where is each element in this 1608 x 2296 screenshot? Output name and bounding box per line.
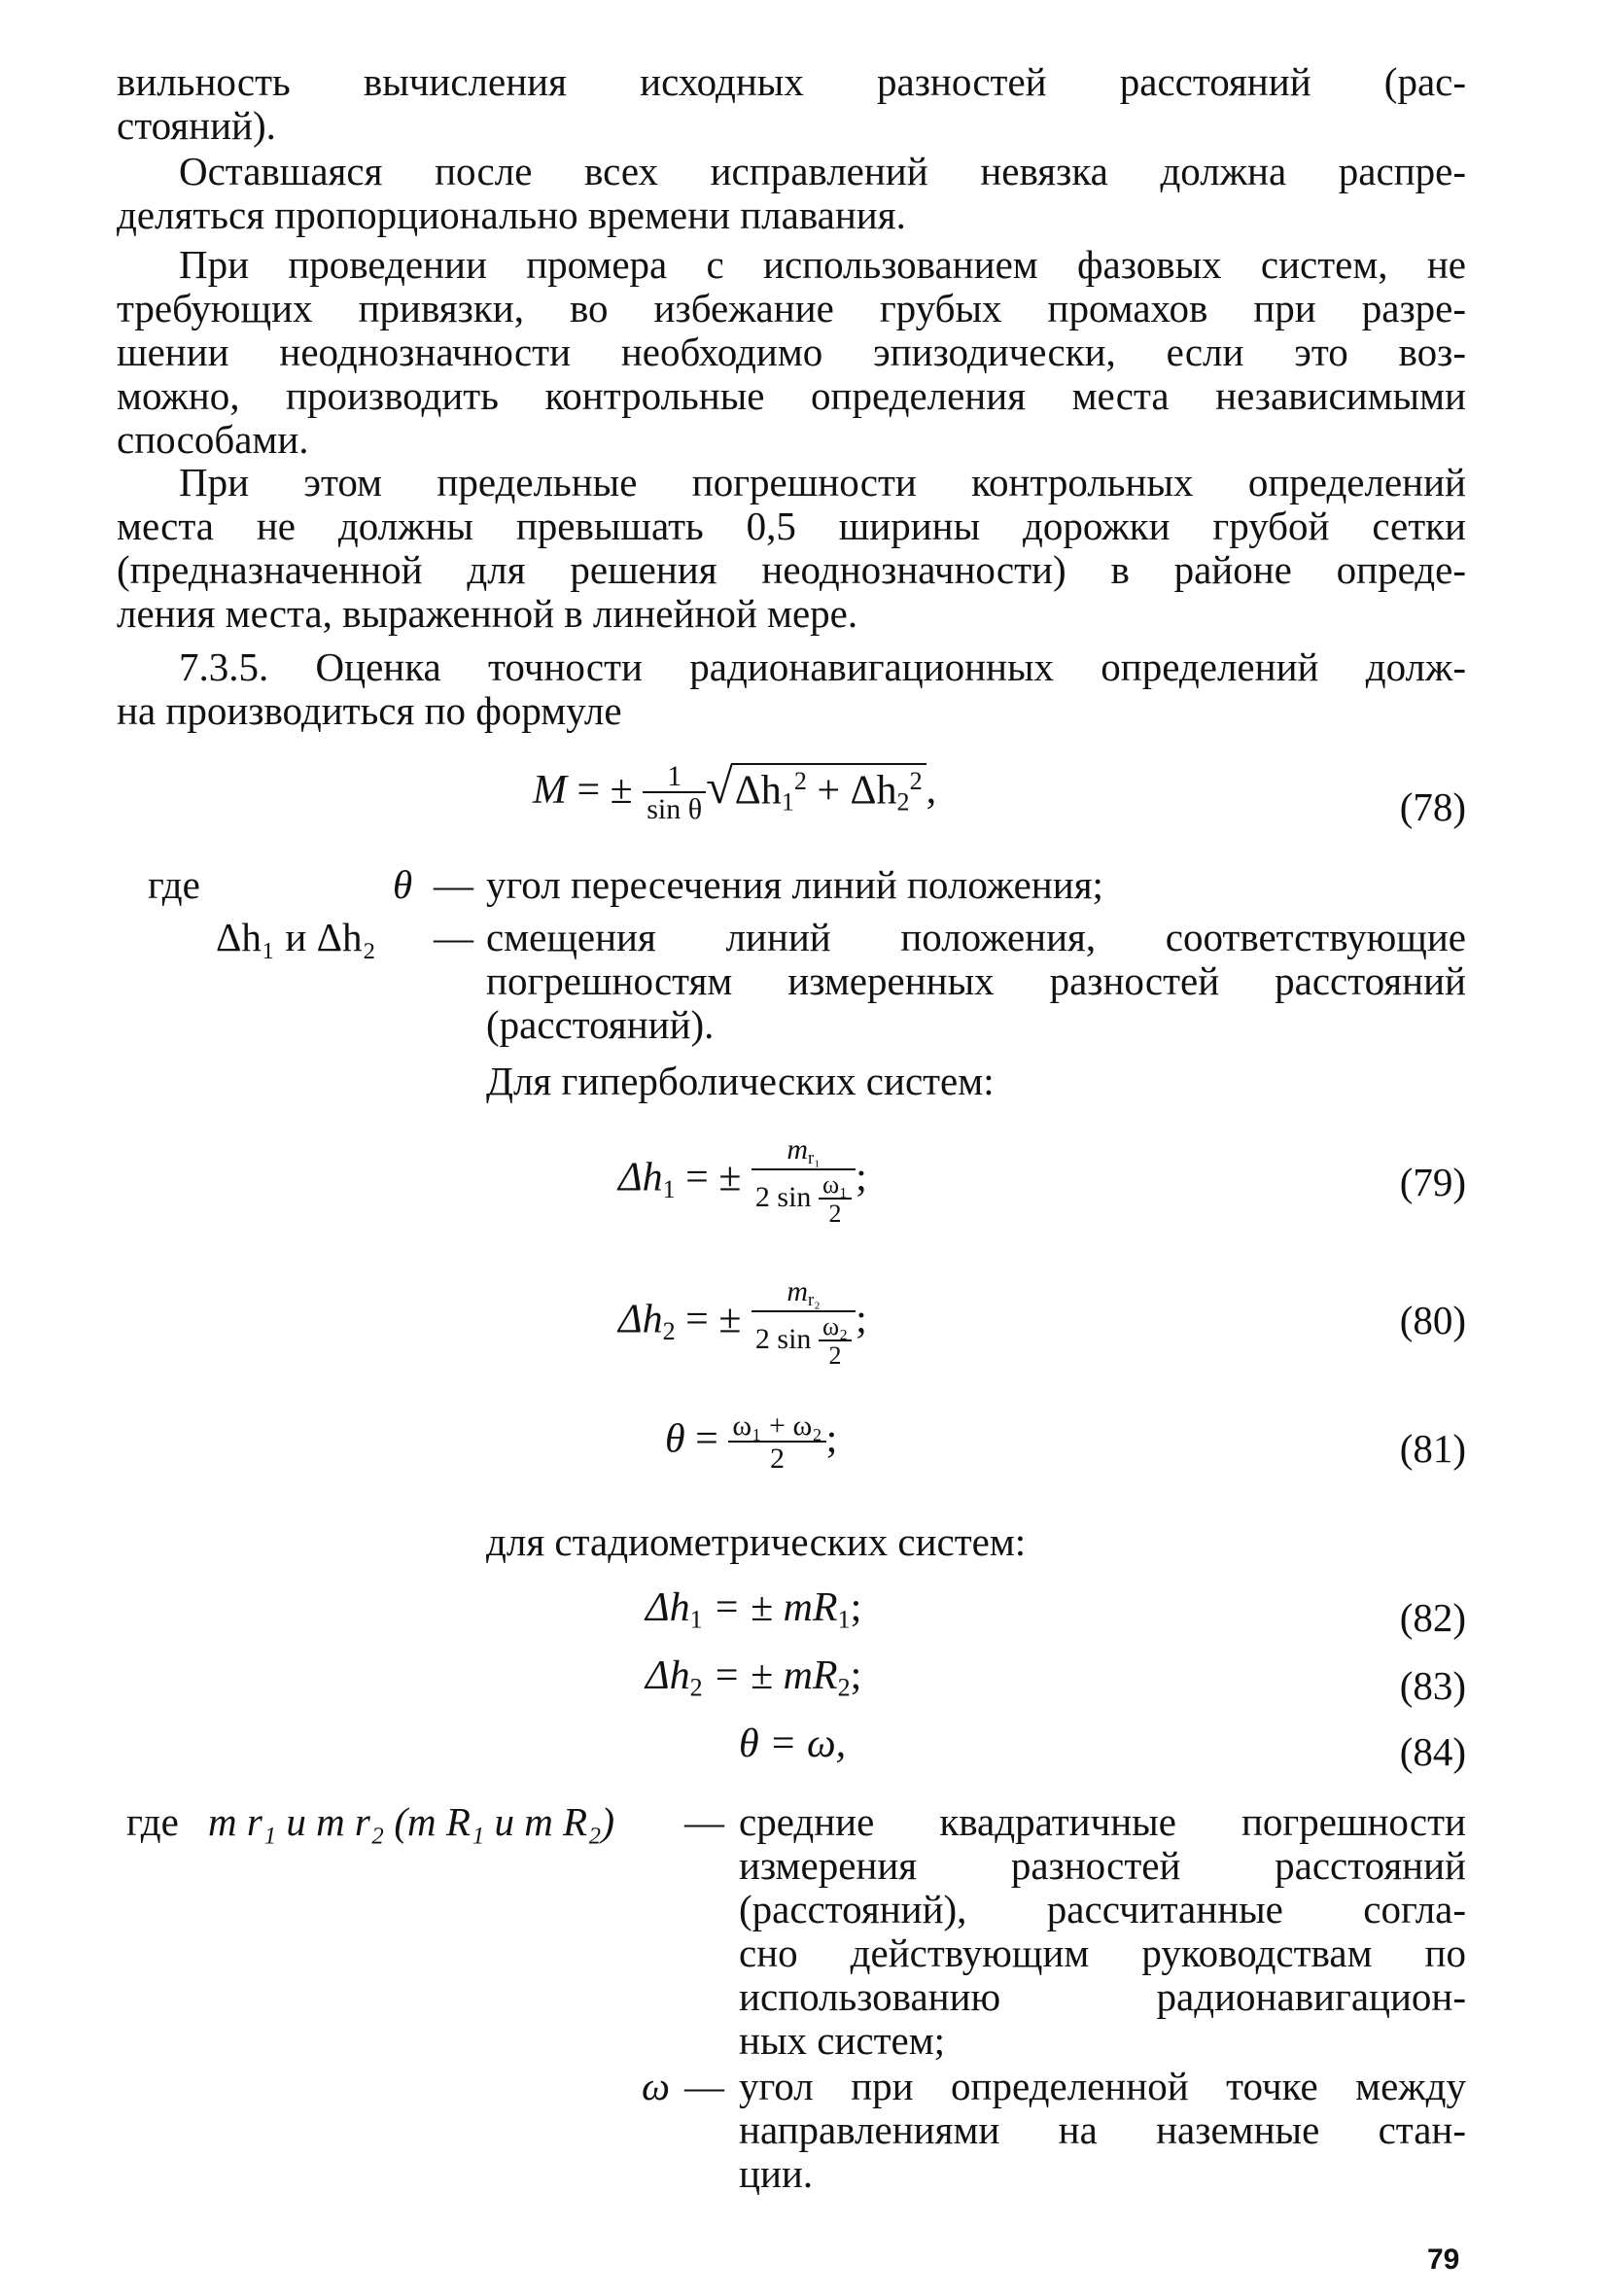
eq-fraction: $m_{r_1}$ 2 sin $\frac{\text{ω₁}}{2}$ <box>752 1135 856 1227</box>
text-line: шении неоднозначности необходимо эпизодически, если это воз- <box>117 330 1466 374</box>
eq-radicand: $\Delta h_1^2 + \Delta h_2^2$ <box>731 763 926 818</box>
text-line: вильность вычисления исходных разностей расстояний (рас- <box>117 59 1466 104</box>
text-line: стояний). <box>117 103 276 148</box>
theta-definition: угол пересечения линий положения; <box>486 862 1103 907</box>
eq-fraction: $\frac{\text{ω₁ + ω₂}}{2}$ <box>728 1411 825 1474</box>
equation-80: $\Delta h_2$ = ± $m_{r_2}$ 2 sin $\frac{\text{ω₂}}{2}$ ; <box>618 1275 867 1370</box>
equation-81: θ = $\frac{\text{ω₁ + ω₂}}{2}$ ; <box>665 1409 838 1475</box>
dash: — <box>684 1799 724 1844</box>
equation-number: (82) <box>1399 1595 1466 1640</box>
delta-h-label: Δh₁ и Δh₂ <box>216 915 376 959</box>
text-line: (предназначенной для решения неоднозначности) в районе опреде- <box>117 547 1466 592</box>
delta-h-definition: смещения линий положения, соответствующие погрешностям измеренных разностей расстояний (расстояний). <box>486 915 1466 1047</box>
text-line: способами. <box>117 417 309 462</box>
text-line: требующих привязки, во избежание грубых промахов при разре- <box>117 286 1466 330</box>
equation-78: M = ± $\frac{1}{\text{sin θ}}$ $√\Delta h_1^2 + \Delta h_2^2$, <box>533 759 937 826</box>
where-label: где <box>148 862 200 907</box>
eq-operator: = ± <box>577 768 633 813</box>
hyperbolic-heading: Для гиперболических систем: <box>486 1059 995 1103</box>
text-line: 7.3.5. Оценка точности радионавигационных определений долж- <box>179 644 1466 689</box>
paragraph-section-7-3-5 <box>117 645 1466 733</box>
m-r-label: m r₁ и m r₂ (m R₁ и m R₂) <box>208 1799 615 1844</box>
equation-number: (81) <box>1399 1426 1466 1471</box>
dash: — <box>434 915 473 959</box>
page-number: 79 <box>1427 2244 1460 2276</box>
equation-82: $\Delta h_1$ = ± $mR_1$; <box>646 1585 862 1634</box>
paragraph-continuation <box>117 60 1466 148</box>
text-line: места не должны превышать 0,5 ширины дорожки грубой сетки <box>117 504 1466 548</box>
paragraph-residual <box>117 150 1466 237</box>
equation-number: (83) <box>1399 1663 1466 1708</box>
text-line: ления места, выраженной в линейной мере. <box>117 591 858 636</box>
theta-symbol: θ <box>393 862 413 907</box>
eq-lhs: M <box>533 768 567 813</box>
eq-fraction: $m_{r_2}$ 2 sin $\frac{\text{ω₂}}{2}$ <box>752 1277 856 1369</box>
equation-83: $\Delta h_2$ = ± $mR_2$; <box>646 1653 862 1702</box>
dash: — <box>434 862 473 907</box>
text-line: деляться пропорционально времени плавания. <box>117 192 906 237</box>
paragraph-limit-errors <box>117 461 1466 636</box>
text-line: Оставшаяся после всех исправлений невязка должна распре- <box>179 149 1466 193</box>
paragraph-phase-systems <box>117 243 1466 462</box>
omega-symbol: ω <box>642 2064 670 2108</box>
equation-number: (79) <box>1399 1160 1466 1204</box>
text-line: При этом предельные погрешности контрольных определений <box>179 460 1466 504</box>
text-line: на производиться по формуле <box>117 688 622 733</box>
omega-definition: угол при определенной точке между направлениями на наземные стан- ции. <box>739 2064 1466 2196</box>
radical-sign: √ <box>706 759 733 814</box>
m-r-definition: средние квадратичные погрешности измерения разностей расстояний (расстояний), рассчитанные согла- сно действующим руководствам по использованию радионавигацион- ных систем; <box>739 1799 1466 2063</box>
equation-number: (78) <box>1399 784 1466 829</box>
dash: — <box>684 2064 724 2108</box>
where-label: где <box>126 1799 179 1844</box>
equation-84: θ = ω, <box>739 1722 847 1766</box>
equation-number: (80) <box>1399 1298 1466 1342</box>
text-line: можно, производить контрольные определения места независимыми <box>117 373 1466 418</box>
text-line: При проведении промера с использованием фазовых систем, не <box>179 242 1466 287</box>
eq-fraction: $\frac{1}{\text{sin θ}}$ <box>643 762 706 824</box>
stadiometric-heading: для стадиометрических систем: <box>486 1519 1027 1564</box>
equation-number: (84) <box>1399 1729 1466 1774</box>
equation-79: $\Delta h_1$ = ± $m_{r_1}$ 2 sin $\frac{\text{ω₁}}{2}$ ; <box>618 1133 867 1228</box>
